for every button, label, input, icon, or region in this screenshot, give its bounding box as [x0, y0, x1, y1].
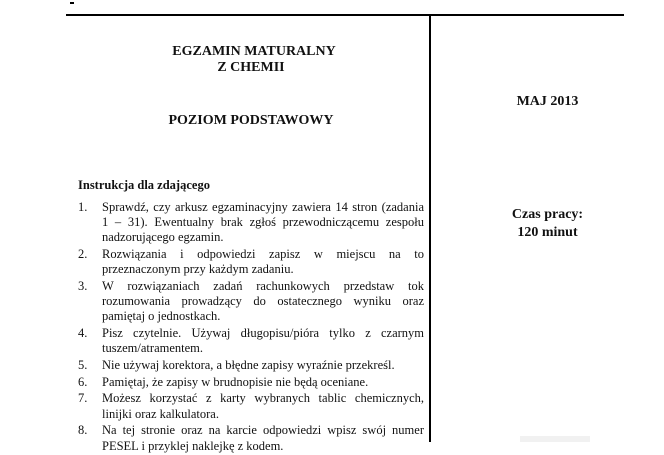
list-item [78, 391, 424, 421]
item-text: Sprawdź, czy arkusz egzaminacyjny zawiera 14 stron (zadania 1 – 31). Ewentualny brak zgłoś przewodniczącemu zespołu nadzorującego egzamin. [102, 200, 424, 245]
item-text: W rozwiązaniach zadań rachunkowych przedstaw tok rozumowania prowadzący do ostatecznego wyniku oraz pamiętaj o jednostkach. [102, 279, 424, 324]
exam-header [78, 44, 424, 129]
item-number: 3. [78, 279, 88, 294]
item-text: Pamiętaj, że zapisy w brudnopisie nie będą oceniane. [102, 374, 369, 389]
list-item [78, 375, 424, 390]
item-text: Pisz czytelnie. Używaj długopisu/pióra tylko z czarnym tuszem/atramentem. [102, 326, 424, 356]
list-item [78, 279, 424, 325]
item-text: Rozwiązania i odpowiedzi zapisz w miejscu na to przeznaczonym przy każdym zadaniu. [102, 247, 424, 277]
item-number: 5. [78, 358, 88, 373]
exam-level: POZIOM PODSTAWOWY [168, 113, 334, 128]
exam-title-line1: EGZAMIN MATURALNY [172, 44, 336, 59]
instructions-list [78, 200, 424, 455]
exam-title-line2: Z CHEMII [217, 60, 285, 75]
item-number: 7. [78, 391, 88, 406]
list-item [78, 326, 424, 356]
item-number: 1. [78, 200, 88, 214]
exam-duration [431, 206, 664, 242]
corner-mark [70, 2, 74, 4]
instructions-heading: Instrukcja dla zdającego [78, 178, 210, 192]
exam-date: MAJ 2013 [516, 94, 579, 109]
item-number: 6. [78, 374, 88, 389]
list-item [78, 423, 424, 453]
blurred-area [520, 436, 590, 442]
duration-label: Czas pracy: [511, 207, 584, 222]
item-number: 2. [78, 247, 88, 262]
item-text: Możesz korzystać z karty wybranych tablic chemicznych, linijki oraz kalkulatora. [102, 391, 424, 421]
list-item [78, 247, 424, 277]
list-item [78, 358, 424, 373]
list-item [78, 200, 424, 246]
duration-value: 120 minut [517, 225, 578, 240]
item-text: Na tej stronie oraz na karcie odpowiedzi wpisz swój numer PESEL i przyklej naklejkę z kodem. [102, 423, 424, 453]
item-number: 4. [78, 326, 88, 341]
top-rule [66, 14, 624, 16]
item-text: Nie używaj korektora, a błędne zapisy wyraźnie przekreśl. [102, 358, 395, 373]
item-number: 8. [78, 423, 88, 438]
